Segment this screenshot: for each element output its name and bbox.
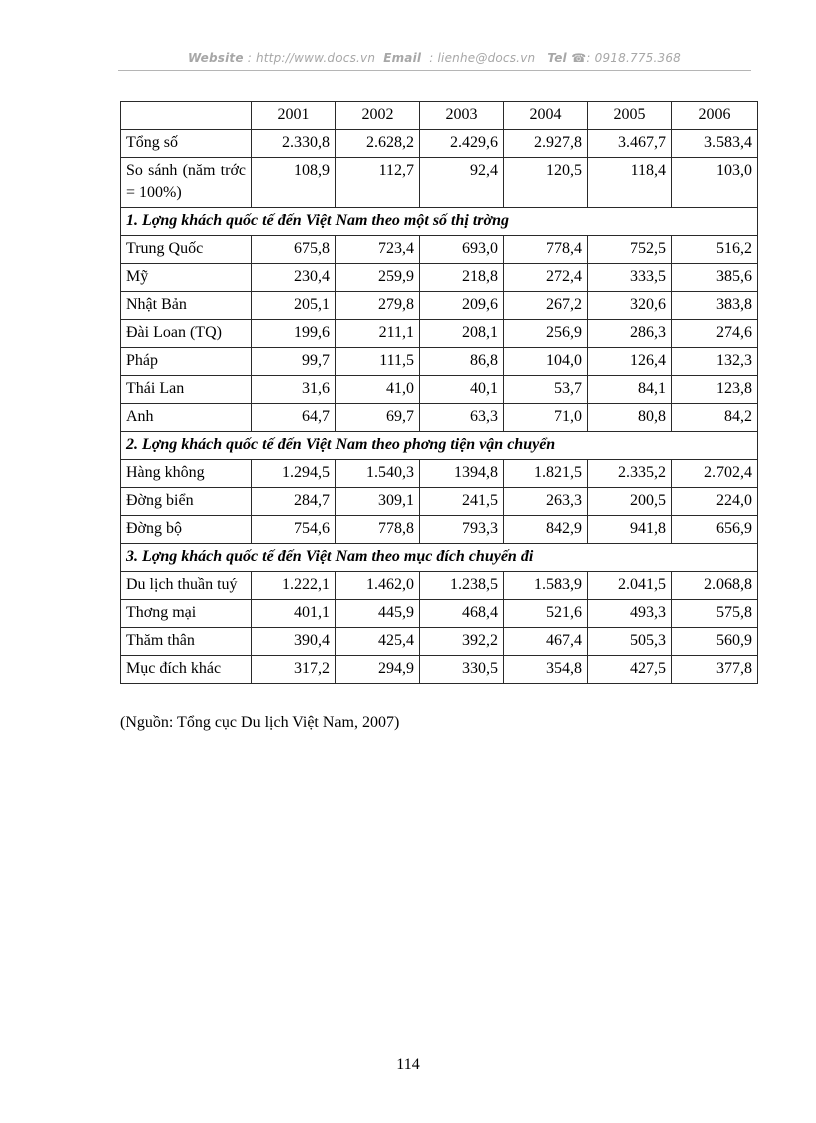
value-cell: 752,5 (588, 236, 672, 264)
value-cell: 267,2 (504, 292, 588, 320)
year-header-cell: 2005 (588, 102, 672, 130)
row-label: Anh (121, 404, 252, 432)
value-cell: 256,9 (504, 320, 588, 348)
table-row (121, 460, 758, 488)
section-title: 1. Lợng khách quốc tế đến Việt Nam theo một số thị trờng (121, 208, 758, 236)
value-cell: 2.335,2 (588, 460, 672, 488)
value-cell: 1394,8 (420, 460, 504, 488)
value-cell: 2.330,8 (252, 130, 336, 158)
year-header-cell: 2002 (336, 102, 420, 130)
table-row (121, 516, 758, 544)
value-cell: 778,4 (504, 236, 588, 264)
table-row (121, 376, 758, 404)
row-label: Mục đích khác (121, 656, 252, 684)
table-row (121, 348, 758, 376)
tel-label: Tel ☎ (547, 51, 587, 65)
value-cell: 778,8 (336, 516, 420, 544)
value-cell: 286,3 (588, 320, 672, 348)
value-cell: 575,8 (672, 600, 758, 628)
value-cell: 208,1 (420, 320, 504, 348)
value-cell: 274,6 (672, 320, 758, 348)
value-cell: 259,9 (336, 264, 420, 292)
table-body (121, 102, 758, 684)
table-row (121, 404, 758, 432)
value-cell: 941,8 (588, 516, 672, 544)
section-header-row (121, 544, 758, 572)
value-cell: 2.068,8 (672, 572, 758, 600)
value-cell: 80,8 (588, 404, 672, 432)
value-cell: 126,4 (588, 348, 672, 376)
value-cell: 1.540,3 (336, 460, 420, 488)
value-cell: 445,9 (336, 600, 420, 628)
value-cell: 521,6 (504, 600, 588, 628)
value-cell: 279,8 (336, 292, 420, 320)
value-cell: 86,8 (420, 348, 504, 376)
value-cell: 2.041,5 (588, 572, 672, 600)
table-row (121, 292, 758, 320)
table-row (121, 572, 758, 600)
value-cell: 333,5 (588, 264, 672, 292)
value-cell: 108,9 (252, 158, 336, 208)
value-cell: 120,5 (504, 158, 588, 208)
table-row (121, 320, 758, 348)
website-label: Website (187, 51, 244, 65)
value-cell: 92,4 (420, 158, 504, 208)
tourism-statistics-table (120, 101, 758, 684)
header-divider (118, 70, 751, 71)
value-cell: 330,5 (420, 656, 504, 684)
value-cell: 493,3 (588, 600, 672, 628)
row-label: Thơng mại (121, 600, 252, 628)
value-cell: 230,4 (252, 264, 336, 292)
value-cell: 71,0 (504, 404, 588, 432)
page-number: 114 (396, 1056, 420, 1073)
value-cell: 842,9 (504, 516, 588, 544)
row-label: Hàng không (121, 460, 252, 488)
value-cell: 123,8 (672, 376, 758, 404)
row-label: Thăm thân (121, 628, 252, 656)
value-cell: 754,6 (252, 516, 336, 544)
value-cell: 104,0 (504, 348, 588, 376)
section-header-row (121, 432, 758, 460)
row-label: Trung Quốc (121, 236, 252, 264)
value-cell: 284,7 (252, 488, 336, 516)
table-row (121, 600, 758, 628)
value-cell: 675,8 (252, 236, 336, 264)
value-cell: 103,0 (672, 158, 758, 208)
section-header-row (121, 208, 758, 236)
value-cell: 656,9 (672, 516, 758, 544)
value-cell: 425,4 (336, 628, 420, 656)
row-label: Nhật Bản (121, 292, 252, 320)
value-cell: 241,5 (420, 488, 504, 516)
header-blank-cell (121, 102, 252, 130)
value-cell: 2.927,8 (504, 130, 588, 158)
value-cell: 385,6 (672, 264, 758, 292)
value-cell: 1.583,9 (504, 572, 588, 600)
row-label: Pháp (121, 348, 252, 376)
table-row (121, 236, 758, 264)
value-cell: 1.821,5 (504, 460, 588, 488)
table-row (121, 264, 758, 292)
value-cell: 63,3 (420, 404, 504, 432)
value-cell: 354,8 (504, 656, 588, 684)
value-cell: 3.583,4 (672, 130, 758, 158)
value-cell: 84,2 (672, 404, 758, 432)
row-label: So sánh (năm trớc = 100%) (121, 158, 252, 208)
table-row (121, 488, 758, 516)
year-header-cell: 2006 (672, 102, 758, 130)
value-cell: 427,5 (588, 656, 672, 684)
value-cell: 793,3 (420, 516, 504, 544)
value-cell: 317,2 (252, 656, 336, 684)
value-cell: 99,7 (252, 348, 336, 376)
section-title: 2. Lợng khách quốc tế đến Việt Nam theo phơng tiện vận chuyển (121, 432, 758, 460)
value-cell: 1.238,5 (420, 572, 504, 600)
value-cell: 211,1 (336, 320, 420, 348)
value-cell: 516,2 (672, 236, 758, 264)
value-cell: 294,9 (336, 656, 420, 684)
value-cell: 118,4 (588, 158, 672, 208)
value-cell: 383,8 (672, 292, 758, 320)
table-row (121, 656, 758, 684)
value-cell: 53,7 (504, 376, 588, 404)
website-url: : http://www.docs.vn (247, 51, 376, 65)
value-cell: 224,0 (672, 488, 758, 516)
row-label: Du lịch thuần tuý (121, 572, 252, 600)
source-note: (Nguồn: Tổng cục Du lịch Việt Nam, 2007) (120, 714, 400, 731)
page-header (118, 51, 751, 65)
value-cell: 2.429,6 (420, 130, 504, 158)
value-cell: 69,7 (336, 404, 420, 432)
value-cell: 723,4 (336, 236, 420, 264)
value-cell: 111,5 (336, 348, 420, 376)
value-cell: 112,7 (336, 158, 420, 208)
row-label: Tổng số (121, 130, 252, 158)
value-cell: 1.294,5 (252, 460, 336, 488)
value-cell: 392,2 (420, 628, 504, 656)
value-cell: 218,8 (420, 264, 504, 292)
value-cell: 205,1 (252, 292, 336, 320)
row-label: Đài Loan (TQ) (121, 320, 252, 348)
value-cell: 2.702,4 (672, 460, 758, 488)
row-label: Mỹ (121, 264, 252, 292)
value-cell: 209,6 (420, 292, 504, 320)
value-cell: 64,7 (252, 404, 336, 432)
year-header-cell: 2001 (252, 102, 336, 130)
tel-number: : 0918.775.368 (586, 51, 682, 65)
value-cell: 560,9 (672, 628, 758, 656)
year-header-cell: 2003 (420, 102, 504, 130)
value-cell: 41,0 (336, 376, 420, 404)
value-cell: 3.467,7 (588, 130, 672, 158)
value-cell: 1.222,1 (252, 572, 336, 600)
value-cell: 199,6 (252, 320, 336, 348)
row-label: Đờng bộ (121, 516, 252, 544)
value-cell: 377,8 (672, 656, 758, 684)
total-row (121, 130, 758, 158)
section-title: 3. Lợng khách quốc tế đến Việt Nam theo mục đích chuyến đi (121, 544, 758, 572)
value-cell: 320,6 (588, 292, 672, 320)
year-header-cell: 2004 (504, 102, 588, 130)
email-address: : lienhe@docs.vn (429, 51, 536, 65)
value-cell: 1.462,0 (336, 572, 420, 600)
email-label: Email (383, 51, 422, 65)
value-cell: 390,4 (252, 628, 336, 656)
value-cell: 40,1 (420, 376, 504, 404)
value-cell: 132,3 (672, 348, 758, 376)
year-header-row (121, 102, 758, 130)
value-cell: 200,5 (588, 488, 672, 516)
value-cell: 401,1 (252, 600, 336, 628)
value-cell: 272,4 (504, 264, 588, 292)
value-cell: 263,3 (504, 488, 588, 516)
value-cell: 693,0 (420, 236, 504, 264)
value-cell: 467,4 (504, 628, 588, 656)
row-label: Đờng biển (121, 488, 252, 516)
row-label: Thái Lan (121, 376, 252, 404)
comparison-row (121, 158, 758, 208)
value-cell: 84,1 (588, 376, 672, 404)
value-cell: 31,6 (252, 376, 336, 404)
value-cell: 505,3 (588, 628, 672, 656)
value-cell: 309,1 (336, 488, 420, 516)
table-row (121, 628, 758, 656)
value-cell: 2.628,2 (336, 130, 420, 158)
value-cell: 468,4 (420, 600, 504, 628)
